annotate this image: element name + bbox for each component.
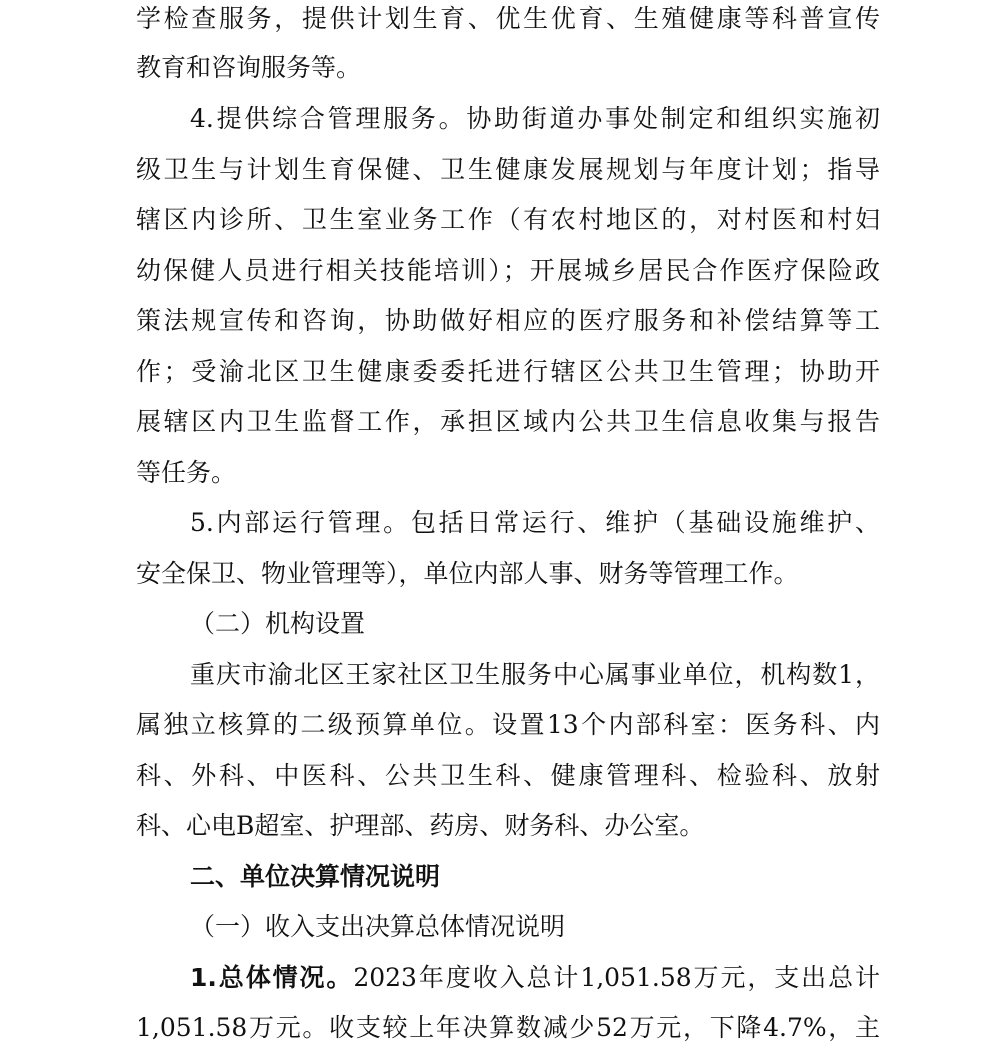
body-text-line: 作；受渝北区卫生健康委委托进行辖区公共卫生管理；协助开 xyxy=(136,357,880,386)
section-subheading: （一）收入支出决算总体情况说明 xyxy=(190,912,566,941)
body-text-line xyxy=(190,959,880,997)
section-heading: 二、单位决算情况说明 xyxy=(190,862,441,891)
body-text-line: 展辖区内卫生监督工作，承担区域内公共卫生信息收集与报告 xyxy=(136,407,880,436)
paragraph-lead-bold: 1.总体情况。 xyxy=(190,963,354,992)
body-text-line: 级卫生与计划生育保健、卫生健康发展规划与年度计划；指导 xyxy=(136,155,880,184)
body-text-line: 科、心电B超室、护理部、药房、财务科、办公室。 xyxy=(136,811,705,840)
body-text-line: 属独立核算的二级预算单位。设置13个内部科室：医务科、内 xyxy=(136,710,880,739)
section-subheading: （二）机构设置 xyxy=(190,609,366,638)
body-text-line: 5.内部运行管理。包括日常运行、维护（基础设施维护、 xyxy=(190,508,880,537)
body-text-line: 幼保健人员进行相关技能培训）；开展城乡居民合作医疗保险政 xyxy=(136,256,880,285)
body-text-line: 重庆市渝北区王家社区卫生服务中心属事业单位，机构数1， xyxy=(190,660,880,689)
body-text-line: 1,051.58万元。收支较上年决算数减少52万元，下降4.7%，主 xyxy=(136,1013,880,1042)
body-text-line: 策法规宣传和咨询，协助做好相应的医疗服务和补偿结算等工 xyxy=(136,306,880,335)
body-text-line: 学检查服务，提供计划生育、优生优育、生殖健康等科普宣传 xyxy=(136,4,880,33)
paragraph-text: 2023年度收入总计1,051.58万元，支出总计 xyxy=(353,963,880,992)
body-text-line: 4.提供综合管理服务。协助街道办事处制定和组织实施初 xyxy=(190,104,880,133)
body-text-line: 辖区内诊所、卫生室业务工作（有农村地区的，对村医和村妇 xyxy=(136,205,880,234)
body-text-line: 安全保卫、物业管理等），单位内部人事、财务等管理工作。 xyxy=(136,559,799,588)
body-text-line: 教育和咨询服务等。 xyxy=(136,53,362,82)
body-text-line: 等任务。 xyxy=(136,458,237,487)
body-text-line: 科、外科、中医科、公共卫生科、健康管理科、检验科、放射 xyxy=(136,761,880,790)
